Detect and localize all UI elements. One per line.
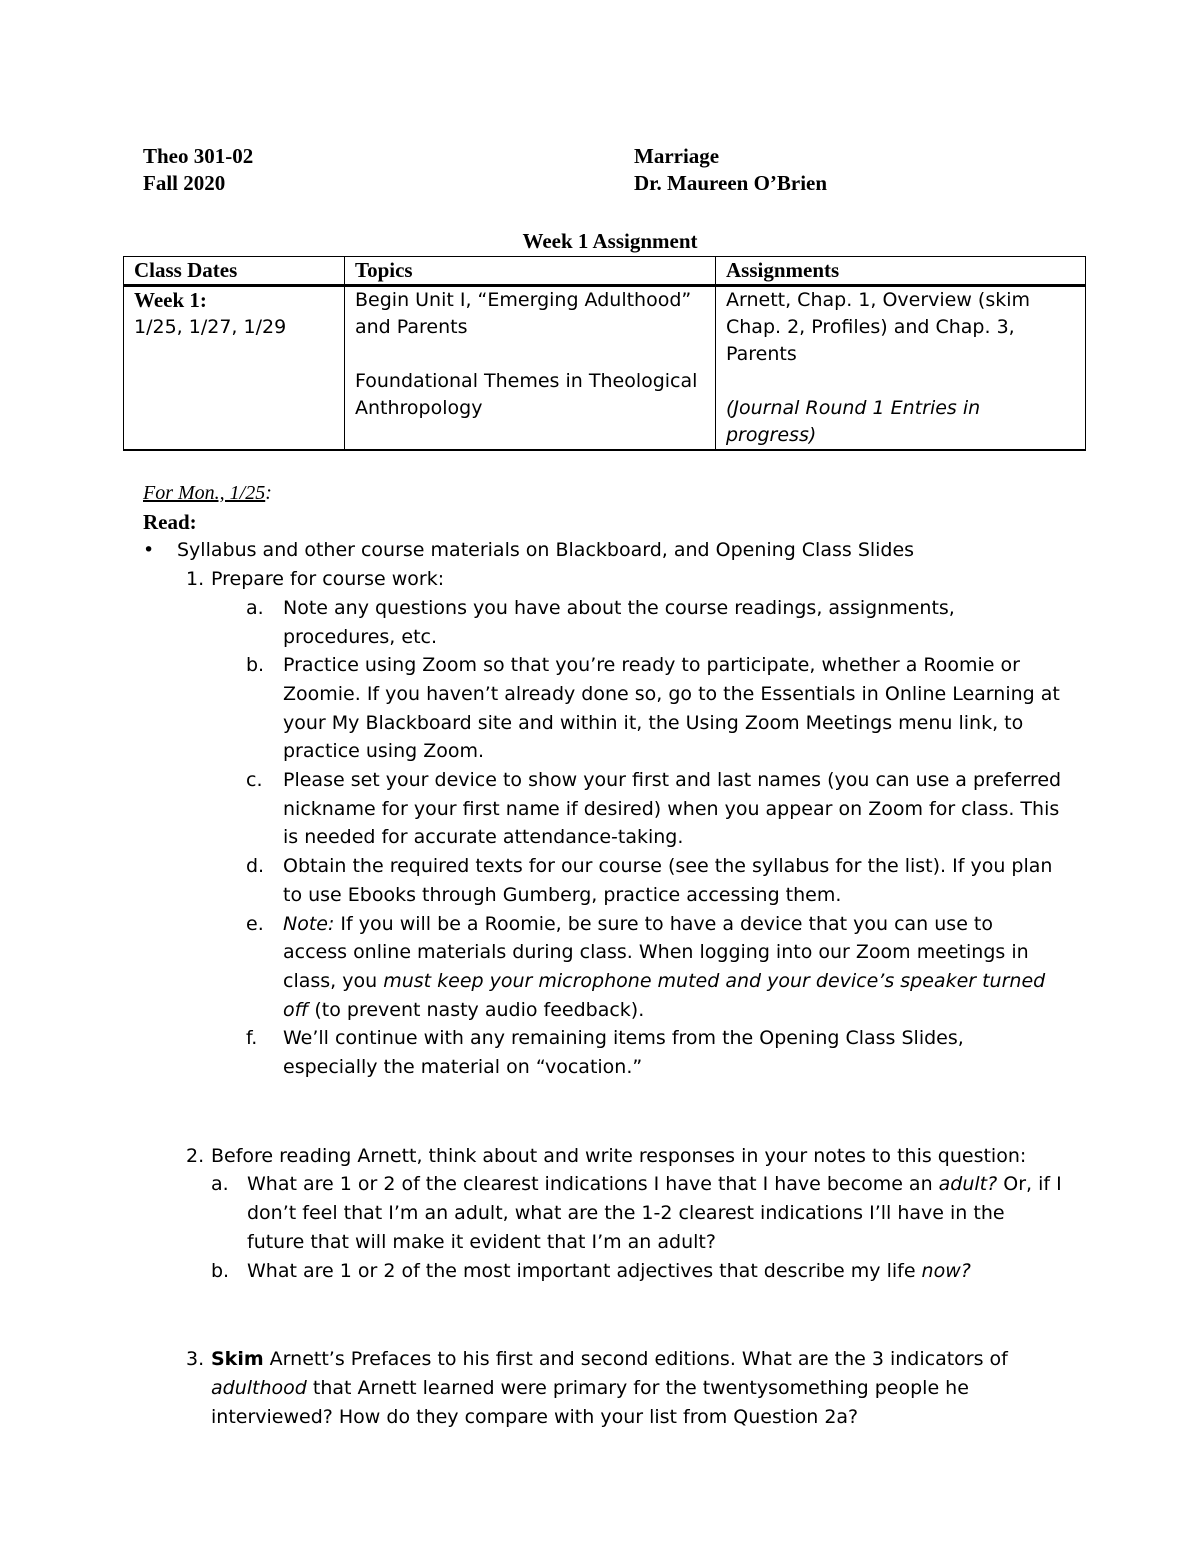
instructor-name: Dr. Maureen O’Brien (634, 171, 828, 195)
course-subject: Marriage (634, 144, 720, 168)
cell-assignments (716, 286, 1086, 451)
week-label: Week 1: (134, 288, 207, 312)
course-header (143, 143, 253, 197)
list-item-3: 3. Skim Arnett’s Prefaces to his first and second editions. What are the 3 indicators of adulthood that Arnett learned were primary for the twentysomething people he interviewed? How do they compare with your list from Question 2a? (186, 1348, 1008, 1428)
assignment-journal: (Journal Round 1 Entries in progress) (726, 397, 981, 446)
list-item-1a: a. Note any questions you have about the course readings, assignments, procedures, etc. (246, 596, 955, 648)
assignment-reading: Arnett, Chap. 1, Overview (skim Chap. 2, Profiles) and Chap. 3, Parents (726, 289, 1031, 365)
assignment-body (143, 479, 1063, 1431)
bullet-dot-icon: • (143, 539, 155, 562)
instructor-header (634, 143, 827, 197)
course-term: Fall 2020 (143, 171, 226, 195)
list-item-2: 2. Before reading Arnett, think about and write responses in your notes to this question: (186, 1144, 1027, 1167)
list-item: • Syllabus and other course materials on Blackboard, and Opening Class Slides (143, 536, 1063, 565)
course-code: Theo 301-02 (143, 144, 254, 168)
topic-unit: Begin Unit I, “Emerging Adulthood” and Parents (355, 289, 692, 338)
header-class-dates: Class Dates (124, 257, 345, 286)
day-heading: For Mon., 1/25: (143, 482, 272, 504)
header-assignments: Assignments (716, 257, 1086, 286)
list-item-1d: d. Obtain the required texts for our course (see the syllabus for the list). If you plan to use Ebooks through Gumberg, practice accessing them. (246, 855, 1053, 906)
week-dates: 1/25, 1/27, 1/29 (134, 316, 287, 338)
list-item-2a: a. What are 1 or 2 of the clearest indications I have that I have become an adult? Or, if I don’t feel that I’m an adult, what are the 1-2 clearest indications I’ll have in the future that will make it evident that I’m an adult? (211, 1173, 1062, 1253)
cell-class-dates (124, 286, 345, 451)
list-item-2b: b. What are 1 or 2 of the most important adjectives that describe my life now? (211, 1259, 971, 1282)
list-item-1f: f. We’ll continue with any remaining items from the Opening Class Slides, especially the material on “vocation.” (246, 1027, 964, 1079)
topic-themes: Foundational Themes in Theological Anthropology (355, 370, 698, 419)
table-row (124, 286, 1086, 451)
list-item-1b: b. Practice using Zoom so that you’re ready to participate, whether a Roomie or Zoomie. If you haven’t already done so, go to the Essentials in Online Learning at your My Blackboard site and within it, the Using Zoom Meetings menu link, to practice using Zoom. (246, 654, 1060, 763)
table-header-row (124, 257, 1086, 286)
list-item-1: 1. Prepare for course work: (186, 568, 445, 591)
page-title: Week 1 Assignment (522, 229, 698, 253)
cell-topics (345, 286, 716, 451)
list-item-1e: e. Note: If you will be a Roomie, be sure to have a device that you can use to access online materials during class. When logging into our Zoom meetings in class, you must keep your microphone muted and your device’s speaker turned off (to prevent nasty audio feedback). (246, 912, 1046, 1021)
day-label: For Mon., 1/25 (143, 482, 266, 504)
list-item-1c: c. Please set your device to show your first and last names (you can use a preferred nickname for your first name if desired) when you appear on Zoom for class. This is needed for accurate attendance-taking. (246, 769, 1062, 849)
schedule-table (123, 256, 1086, 451)
read-label: Read: (143, 509, 197, 534)
header-topics: Topics (345, 257, 716, 286)
